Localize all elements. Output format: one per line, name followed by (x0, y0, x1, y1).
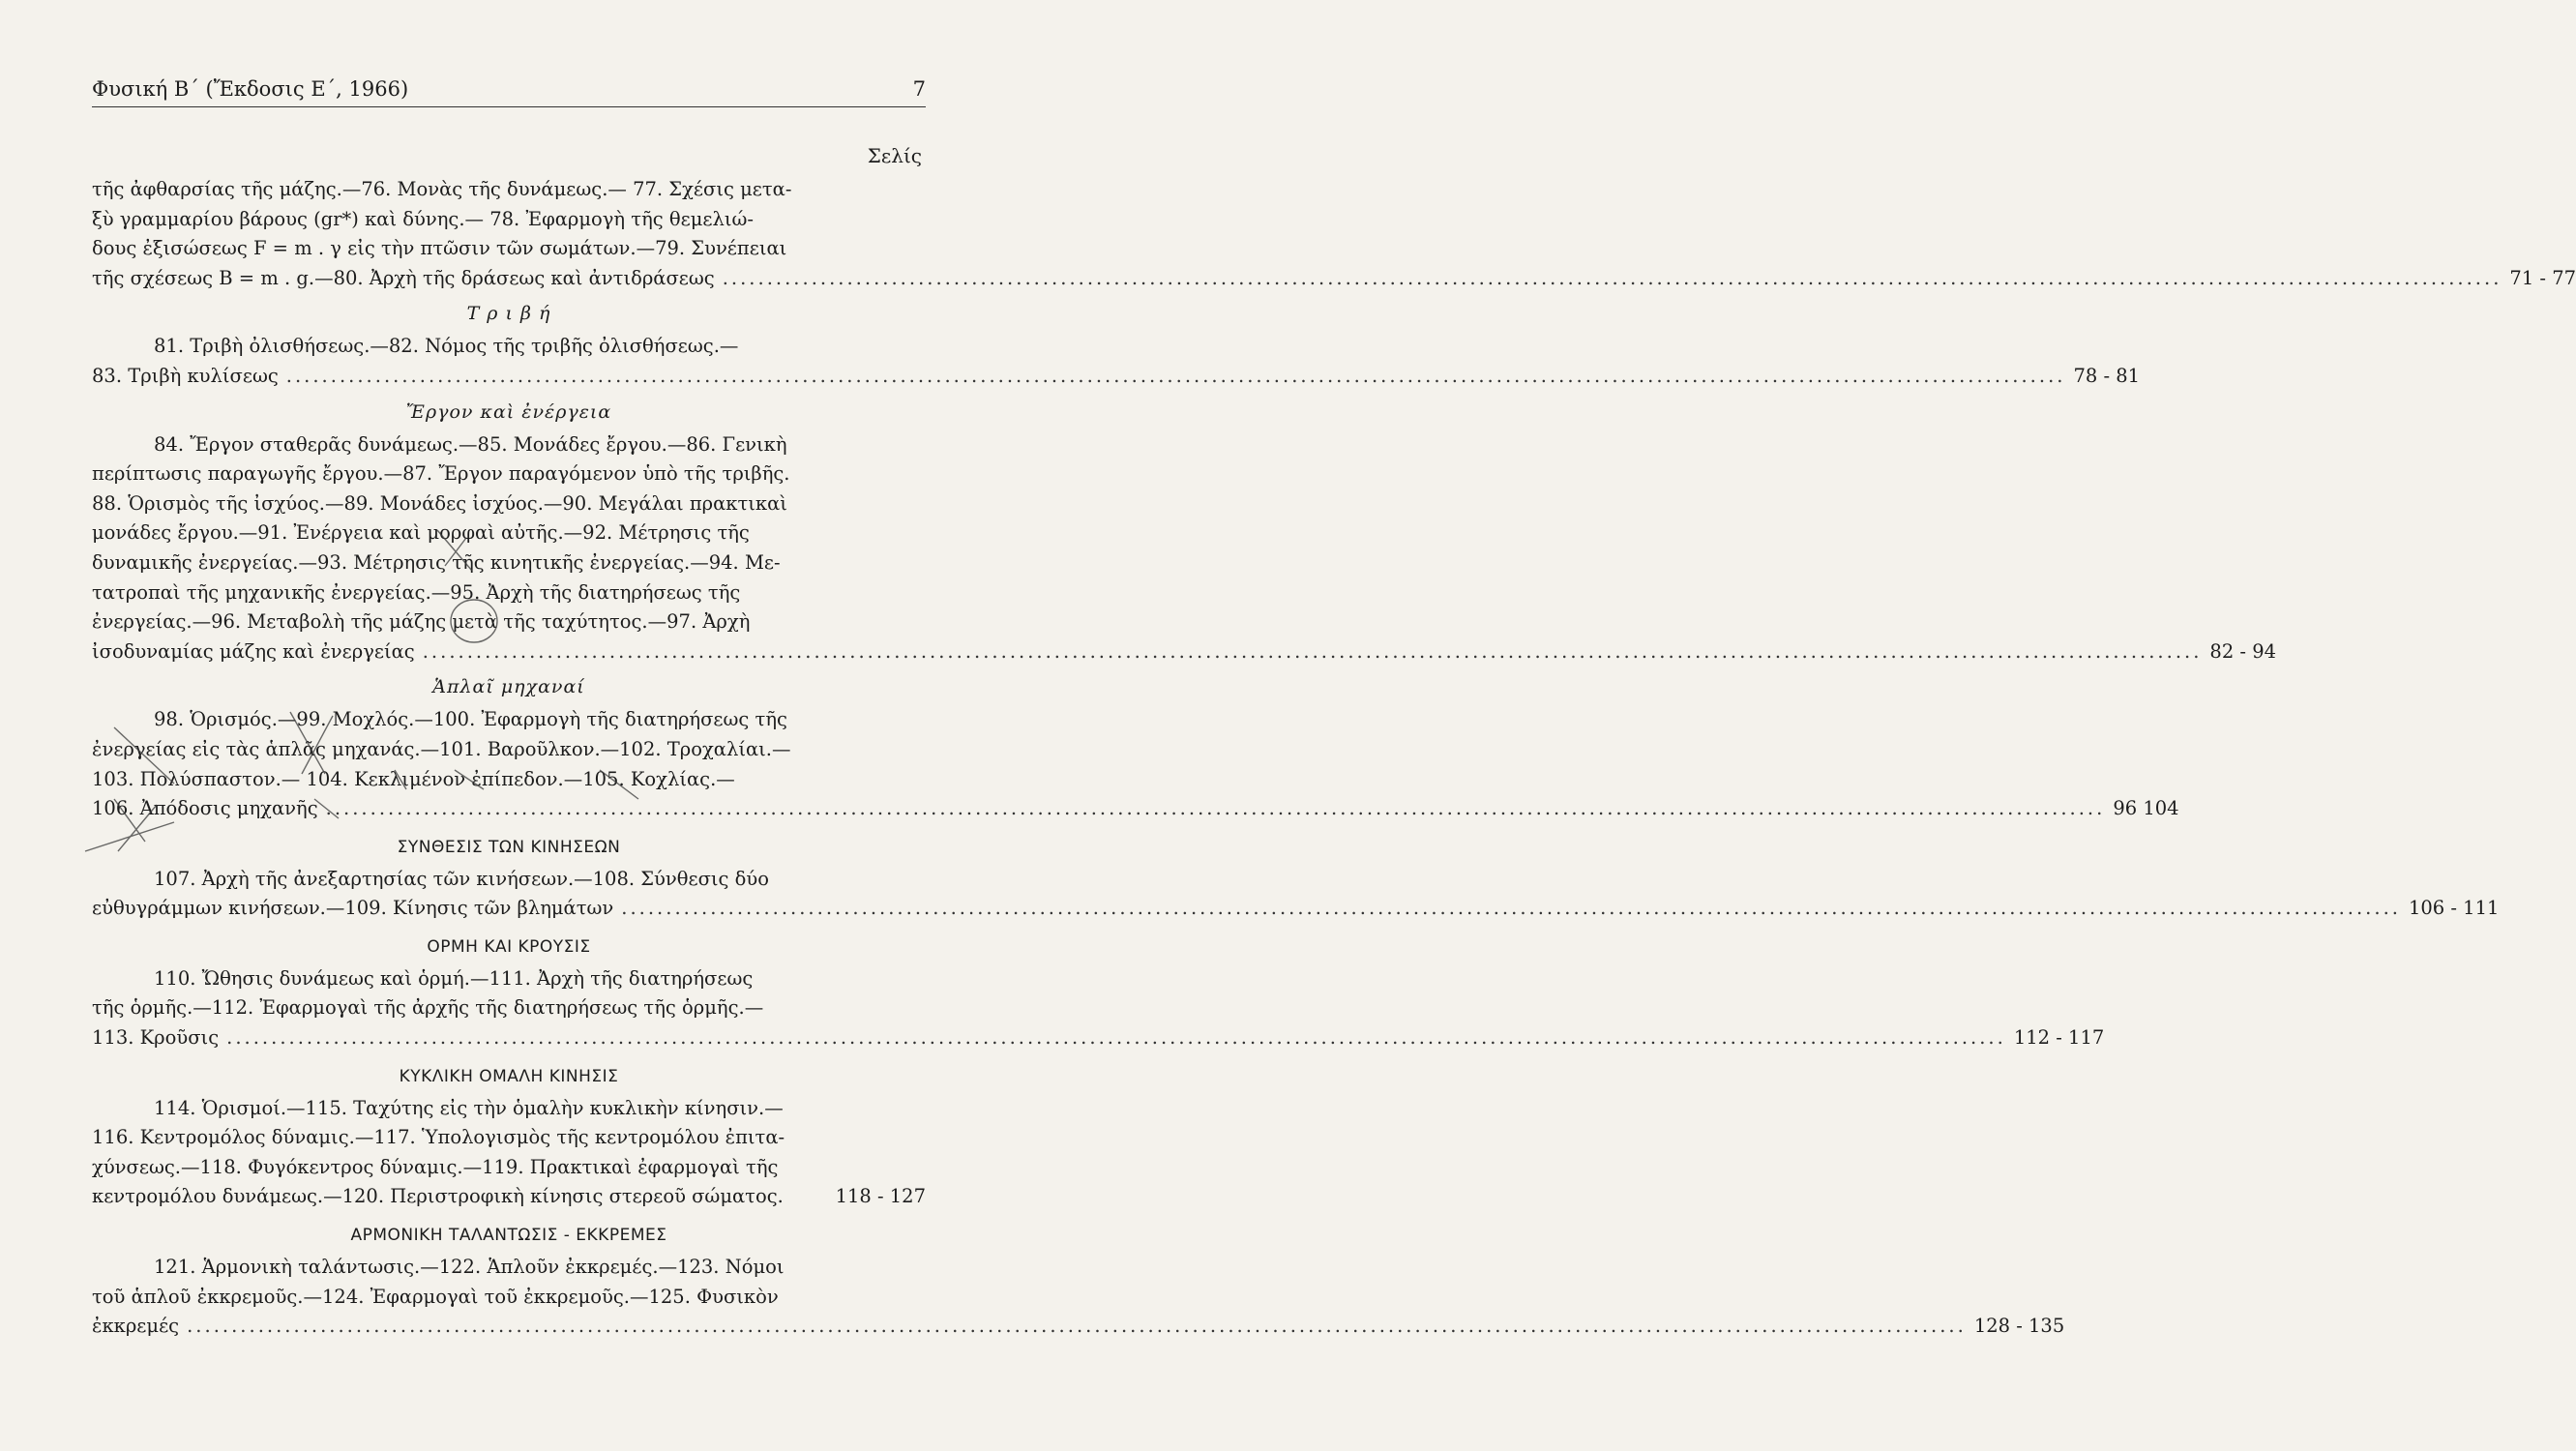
toc-last-line (92, 1312, 2065, 1342)
page-range: 96 104 (2113, 797, 2179, 820)
toc-line: 81. Τριβὴ ὀλισθήσεως.—82. Νόμος τῆς τριβῆς ὀλισθήσεως.— (154, 335, 739, 358)
toc-last-line (92, 794, 2179, 824)
page-number: 7 (912, 77, 926, 101)
toc-entry (92, 1094, 926, 1212)
toc-line: 84. Ἔργον σταθερᾶς δυνάμεως.—85. Μονάδες ἔργου.—86. Γενικὴ (154, 432, 787, 456)
page-range: 78 - 81 (2073, 364, 2141, 387)
toc-line: ἐκκρεμές (92, 1315, 180, 1338)
toc-line: μονάδες ἔργου.—91. Ἐνέργεια καὶ μορφαὶ αὐτῆς.—92. Μέτρησις τῆς (92, 521, 750, 545)
toc-line: 98. Ὁρισμός.—99. Μοχλός.—100. Ἐφαρμογὴ τῆς διατηρήσεως τῆς (154, 708, 787, 731)
toc-entry (92, 705, 2179, 823)
book-title: Φυσική Β΄ (Ἔκδοσις Ε΄, 1966) (92, 77, 409, 101)
toc-line: εὐθυγράμμων κινήσεων.—109. Κίνησις τῶν βλημάτων (92, 897, 614, 920)
toc-last-line (92, 1023, 2105, 1053)
subsection-heading: Ἁπλαῖ μηχαναί (432, 676, 585, 698)
toc-line: 116. Κεντρομόλος δύναμις.—117. Ὑπολογισμὸς τῆς κεντρομόλου ἐπιτα- (92, 1126, 785, 1149)
page-range: 118 - 127 (835, 1185, 926, 1208)
page-range: 128 - 135 (1973, 1315, 2065, 1338)
toc-entry (92, 1253, 2065, 1342)
toc-line: ἰσοδυναμίας μάζης καὶ ἐνεργείας (92, 639, 415, 663)
toc-last-line (92, 264, 2576, 294)
toc-line: 83. Τριβὴ κυλίσεως (92, 364, 279, 387)
toc-page (92, 77, 2576, 1342)
toc-line: ξὺ γραμμαρίου βάρους (gr*) καὶ δύνης.— 78. Ἐφαρμογὴ τῆς θεμελιώ- (92, 207, 755, 230)
toc-line: περίπτωσις παραγωγῆς ἔργου.—87. Ἔργον παραγόμενον ὑπὸ τῆς τριβῆς. (92, 462, 790, 486)
toc-entry (92, 175, 2576, 293)
toc-last-line (92, 637, 2277, 667)
table-of-contents (92, 175, 2576, 1342)
page-range: 71 - 77 (2509, 266, 2576, 289)
toc-last-line (92, 1182, 926, 1212)
toc-line: ἐνεργείας εἰς τὰς ἁπλᾶς μηχανάς.—101. Βαροῦλκον.—102. Τροχαλίαι.— (92, 737, 791, 760)
section-heading: ΚΥΚΛΙΚΗ ΟΜΑΛΗ ΚΙΝΗΣΙΣ (399, 1066, 619, 1086)
page-range: 106 - 111 (2408, 897, 2500, 920)
toc-line: δυναμικῆς ἐνεργείας.—93. Μέτρησις τῆς κινητικῆς ἐνεργείας.—94. Με- (92, 550, 781, 574)
toc-line: τῆς ἀφθαρσίας τῆς μάζης.—76. Μονὰς τῆς δυνάμεως.— 77. Σχέσις μετα- (92, 178, 792, 200)
page-column-label: Σελίς (867, 144, 922, 167)
section-heading: ΟΡΜΗ ΚΑΙ ΚΡΟΥΣΙΣ (427, 936, 591, 957)
dot-leader: ........................................................................................................................................................................................................ (187, 1315, 1967, 1338)
toc-line: 103. Πολύσπαστον.— 104. Κεκλιμένον ἐπίπεδον.—105. Κοχλίας.— (92, 767, 735, 790)
dot-leader: ........................................................................................................................................................................................................ (621, 897, 2401, 920)
toc-line: δους ἐξισώσεως F = m . γ εἰς τὴν πτῶσιν τῶν σωμάτων.—79. Συνέπειαι (92, 237, 787, 260)
subsection-heading: Τ ρ ι β ή (466, 303, 551, 325)
dot-leader: ........................................................................................................................................................................................................ (722, 266, 2502, 289)
running-header (92, 77, 926, 107)
dot-leader: ........................................................................................................................................................................................................ (422, 639, 2203, 663)
toc-line: χύνσεως.—118. Φυγόκεντρος δύναμις.—119. Πρακτικαὶ ἐφαρμογαὶ τῆς (92, 1155, 779, 1178)
toc-entry (92, 865, 2500, 924)
toc-line: τατροπαὶ τῆς μηχανικῆς ἐνεργείας.—95. Ἀρχὴ τῆς διατηρήσεως τῆς (92, 580, 741, 604)
toc-last-line (92, 894, 2500, 924)
toc-line: κεντρομόλου δυνάμεως.—120. Περιστροφικὴ κίνησις στερεοῦ σώματος. (92, 1185, 784, 1208)
section-heading: ΣΥΝΘΕΣΙΣ ΤΩΝ ΚΙΝΗΣΕΩΝ (397, 837, 621, 857)
toc-entry (92, 430, 2277, 667)
dot-leader: ........................................................................................................................................................................................................ (325, 797, 2106, 820)
toc-line: ἐνεργείας.—96. Μεταβολὴ τῆς μάζης μετὰ τῆς ταχύτητος.—97. Ἀρχὴ (92, 610, 751, 634)
toc-line: 114. Ὁρισμοί.—115. Ταχύτης εἰς τὴν ὁμαλὴν κυκλικὴν κίνησιν.— (154, 1096, 784, 1119)
subsection-heading: Ἔργον καὶ ἐνέργεια (405, 400, 612, 423)
toc-line: 113. Κροῦσις (92, 1026, 220, 1050)
toc-line: 88. Ὁρισμὸς τῆς ἰσχύος.—89. Μονάδες ἰσχύος.—90. Μεγάλαι πρακτικαὶ (92, 491, 787, 515)
toc-line: τῆς σχέσεως B = m . g.—80. Ἀρχὴ τῆς δράσεως καὶ ἀντιδράσεως (92, 266, 715, 289)
toc-line: 106. Ἀπόδοσις μηχανῆς (92, 797, 318, 820)
dot-leader: ........................................................................................................................................................................................................ (226, 1026, 2006, 1050)
dot-leader: ........................................................................................................................................................................................................ (285, 364, 2066, 387)
toc-entry (92, 332, 2141, 391)
toc-line: 107. Ἀρχὴ τῆς ἀνεξαρτησίας τῶν κινήσεων.—108. Σύνθεσις δύο (154, 867, 770, 890)
section-heading: ΑΡΜΟΝΙΚΗ ΤΑΛΑΝΤΩΣΙΣ - ΕΚΚΡΕΜΕΣ (350, 1226, 667, 1246)
toc-line: τῆς ὁρμῆς.—112. Ἐφαρμογαὶ τῆς ἀρχῆς τῆς διατηρήσεως τῆς ὁρμῆς.— (92, 996, 764, 1020)
toc-line: 121. Ἁρμονικὴ ταλάντωσις.—122. Ἁπλοῦν ἐκκρεμές.—123. Νόμοι (154, 1256, 785, 1279)
dot-leader (791, 1182, 802, 1212)
toc-line: τοῦ ἁπλοῦ ἐκκρεμοῦς.—124. Ἐφαρμογαὶ τοῦ ἐκκρεμοῦς.—125. Φυσικὸν (92, 1285, 779, 1308)
toc-last-line (92, 362, 2141, 392)
page-range: 112 - 117 (2013, 1026, 2105, 1050)
page-range: 82 - 94 (2209, 639, 2277, 663)
toc-line: 110. Ὤθησις δυνάμεως καὶ ὁρμή.—111. Ἀρχὴ τῆς διατηρήσεως (154, 966, 754, 990)
toc-entry (92, 964, 2105, 1053)
